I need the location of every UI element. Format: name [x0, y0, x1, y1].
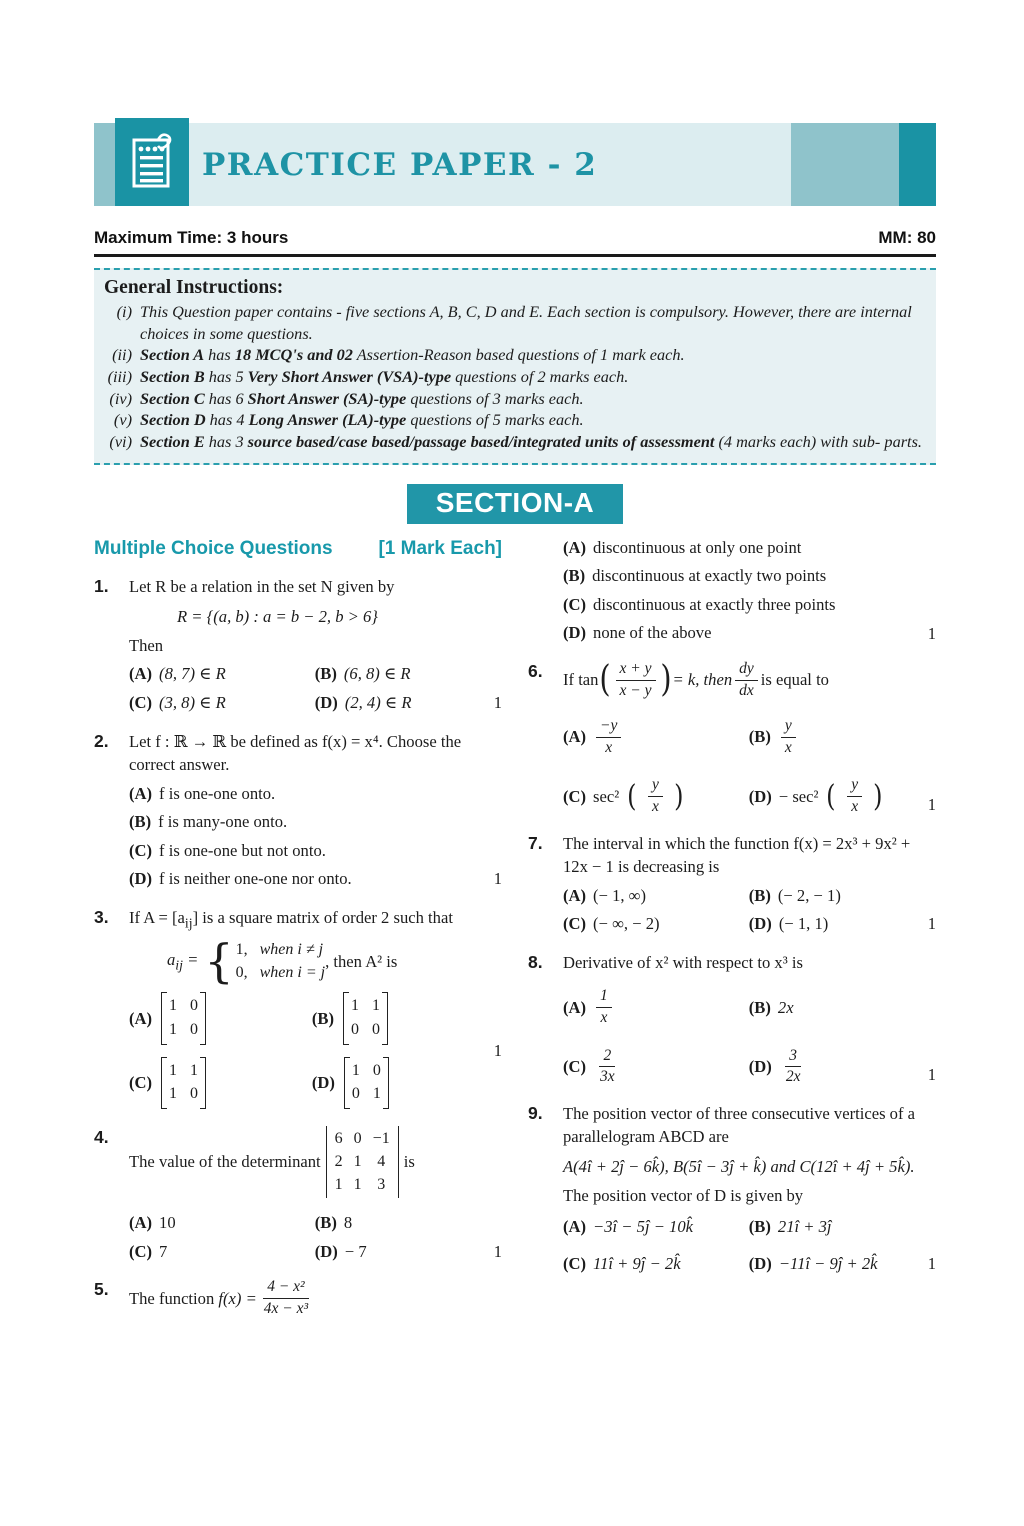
instruction-number: (vi) [109, 432, 132, 452]
question-5 [94, 1278, 502, 1318]
instruction-item [104, 409, 924, 431]
fraction: dy dx [735, 660, 758, 700]
page-title: PRACTICE PAPER - 2 [202, 146, 598, 183]
option-b: (B) f is many-one onto. [129, 812, 288, 832]
mcq-heading: Multiple Choice Questions [94, 537, 333, 559]
question-text: If $A = [a_{ij}]$ is a square matrix of order 2 such that [129, 907, 453, 931]
question-4 [94, 1126, 502, 1263]
fraction: y x [847, 776, 862, 816]
question-7 [528, 832, 936, 936]
question-text: The function f(x) = $\frac{\text{4 − x²}}{\text{4x − x³}}$ [129, 1278, 502, 1318]
question-mark: 1 [927, 1065, 936, 1085]
option-a: (A) (− 1, ∞) [563, 885, 647, 905]
option-c: (C) (3, 8) ∈ R [129, 692, 226, 712]
question-2 [94, 730, 502, 891]
matrix: 1 1 0 0 [343, 992, 388, 1044]
instruction-text: Section C has 6 Short Answer (SA)-type questions of 3 marks each. [140, 388, 584, 408]
fraction: $\frac{\text{4 − x²}}{\text{4x − x³}}$ [263, 1278, 309, 1318]
instruction-text: Section D has 4 Long Answer (LA)-type questions of 5 marks each. [140, 410, 584, 430]
instruction-item [104, 388, 924, 410]
question-mark: 1 [927, 623, 936, 643]
instruction-number: (ii) [112, 345, 132, 365]
banner-dark-strip [899, 123, 936, 206]
option-b: (B) (− 2, − 1) [748, 885, 841, 905]
max-time-label: Maximum Time: 3 hours [94, 228, 289, 247]
instruction-text: This Question paper contains - five sections A, B, C, D and E. Each section is compulsory. However, there are internal choices in some questions. [140, 302, 912, 343]
question-mark: 1 [927, 914, 936, 934]
option-c: (C) 1 1 1 0 [129, 1055, 312, 1111]
option-d: (D) − 7 [314, 1241, 367, 1261]
question-number: 8. [528, 951, 543, 972]
determinant: 6 0 −1 2 1 4 1 1 3 [326, 1126, 399, 1198]
question-mark: 1 [927, 795, 936, 815]
option-a: (A) −3î − 5ĵ − 10k̂ [563, 1216, 694, 1236]
question-5-options [528, 536, 936, 645]
fraction: y x [781, 717, 796, 757]
instruction-text: Section E has 3 source based/case based/passage based/integrated units of assessment (4 marks each) with sub- parts. [140, 432, 922, 452]
instruction-number: (i) [116, 302, 132, 321]
option-b: (B) discontinuous at exactly two points [563, 566, 827, 586]
option-a: (A) discontinuous at only one point [563, 537, 802, 557]
instruction-item [104, 366, 924, 388]
question-6 [528, 660, 936, 817]
instruction-number: (iv) [109, 388, 132, 408]
option-d: (D) 3 2x [749, 1047, 920, 1087]
practice-paper-page [0, 118, 1024, 1319]
option-a: (A) 10 [129, 1213, 176, 1233]
question-text: If tan ( x + y x − y ) = k, then dy dx is equal to [563, 658, 829, 700]
question-text: The value of the determinant 6 0 −1 2 1 4 1 1 3 is [129, 1126, 502, 1198]
option-d: (D) − sec² ( y x ) [748, 776, 883, 815]
cases-formula: $a_{ij}$ = { 1, when i ≠ j 0, when i = j , then A² is [167, 934, 398, 988]
question-text: Derivative of x² with respect to x³ is [563, 952, 803, 972]
instruction-number: (v) [113, 410, 132, 430]
matrix: 1 0 0 1 [344, 1057, 389, 1109]
max-marks-label: MM: 80 [878, 228, 936, 247]
option-d: (D) none of the above [563, 623, 712, 643]
left-brace: { [204, 934, 234, 988]
instruction-item [104, 431, 924, 453]
option-b: (B) 8 [314, 1213, 353, 1233]
instruction-item [104, 301, 924, 344]
question-text: The position vector of three consecutive vertices of a parallelogram ABCD are [563, 1103, 916, 1147]
meta-row [94, 228, 936, 248]
left-column [94, 536, 502, 1319]
option-b: (B) y x [749, 717, 920, 757]
question-text: Then [129, 635, 164, 655]
vectors-formula: A(4î + 2ĵ − 6k̂), B(5î − 3ĵ + k̂) and C(12î + 4ĵ + 5k̂). [563, 1156, 915, 1176]
instruction-number: (iii) [107, 367, 132, 387]
question-9 [528, 1102, 936, 1275]
question-number: 2. [94, 730, 109, 751]
option-d: (D) −11î − 9ĵ + 2k̂ [748, 1253, 878, 1273]
fraction: 1 x [596, 987, 612, 1027]
instruction-text: Section A has 18 MCQ's and 02 Assertion-Reason based questions of 1 mark each. [140, 345, 685, 365]
question-number: 6. [528, 660, 543, 681]
option-a: (A) 1 x [563, 987, 743, 1027]
matrix: 1 0 1 0 [161, 992, 206, 1044]
header-rule [94, 254, 936, 257]
fraction: y x [648, 776, 663, 816]
question-number: 7. [528, 832, 543, 853]
fraction: 2 3x [600, 1046, 615, 1086]
question-mark: 1 [493, 1242, 502, 1261]
question-mark: 1 [927, 1253, 936, 1273]
option-d: (D) (2, 4) ∈ R [314, 692, 412, 712]
option-b: (B) 1 1 0 0 [312, 990, 486, 1046]
option-a: (A) f is one-one onto. [129, 783, 276, 803]
option-c: (C) (− ∞, − 2) [563, 914, 660, 934]
option-c: (C) f is one-one but not onto. [129, 840, 326, 860]
question-text: Let R be a relation in the set N given by [129, 576, 395, 596]
general-instructions-box [94, 268, 936, 465]
question-1 [94, 575, 502, 715]
fraction: x + y x − y [616, 660, 656, 700]
question-text: The interval in which the function f(x) = 2x³ + 9x² + 12x − 1 is decreasing is [563, 833, 911, 877]
question-number: 9. [528, 1102, 543, 1123]
question-mark: 1 [493, 1040, 502, 1060]
question-formula: R = {(a, b) : a = b − 2, b > 6} [177, 607, 378, 627]
question-text: Let f : ℝ → ℝ be defined as f(x) = x⁴. Choose the correct answer. [129, 731, 462, 775]
option-c: (C) discontinuous at exactly three points [563, 594, 836, 614]
question-number: 3. [94, 906, 109, 927]
option-c: (C) 7 [129, 1241, 168, 1261]
mcq-heading-row [94, 538, 502, 560]
option-c: (C) 2 3x [563, 1047, 743, 1087]
banner-mid-block [791, 123, 899, 206]
question-8 [528, 951, 936, 1087]
option-a: (A) −y x [563, 717, 743, 757]
question-text: The position vector of D is given by [563, 1186, 804, 1206]
instruction-text: Section B has 5 Very Short Answer (VSA)-type questions of 2 marks each. [140, 367, 629, 387]
option-c: (C) 11î + 9ĵ − 2k̂ [563, 1253, 681, 1273]
fraction: −y x [596, 717, 621, 757]
right-column [528, 536, 936, 1319]
mcq-marks-note: [1 Mark Each] [378, 537, 502, 559]
question-number: 4. [94, 1127, 109, 1148]
question-3 [94, 906, 502, 1111]
section-a-banner: SECTION-A [407, 484, 623, 524]
instructions-title: General Instructions: [104, 277, 284, 298]
option-c: (C) sec² ( y x ) [563, 776, 684, 815]
document-with-paperclip-icon [128, 131, 176, 193]
matrix: 1 1 1 0 [161, 1057, 206, 1109]
header-banner [94, 118, 936, 206]
option-b: (B) 2x [748, 997, 794, 1017]
document-icon-box [115, 118, 189, 206]
question-mark: 1 [493, 693, 502, 713]
question-mark: 1 [493, 869, 502, 889]
option-d: (D) (− 1, 1) [748, 914, 829, 934]
question-number: 1. [94, 575, 109, 596]
instruction-item [104, 344, 924, 366]
question-number: 5. [94, 1279, 109, 1300]
option-d: (D) f is neither one-one nor onto. [129, 869, 352, 889]
fraction: 3 2x [785, 1046, 801, 1086]
option-b: (B) (6, 8) ∈ R [314, 664, 411, 684]
option-a: (A) 1 0 1 0 [129, 990, 312, 1046]
option-b: (B) 21î + 3ĵ [748, 1216, 832, 1236]
option-d: (D) 1 0 0 1 [312, 1055, 486, 1111]
option-a: (A) (8, 7) ∈ R [129, 664, 226, 684]
